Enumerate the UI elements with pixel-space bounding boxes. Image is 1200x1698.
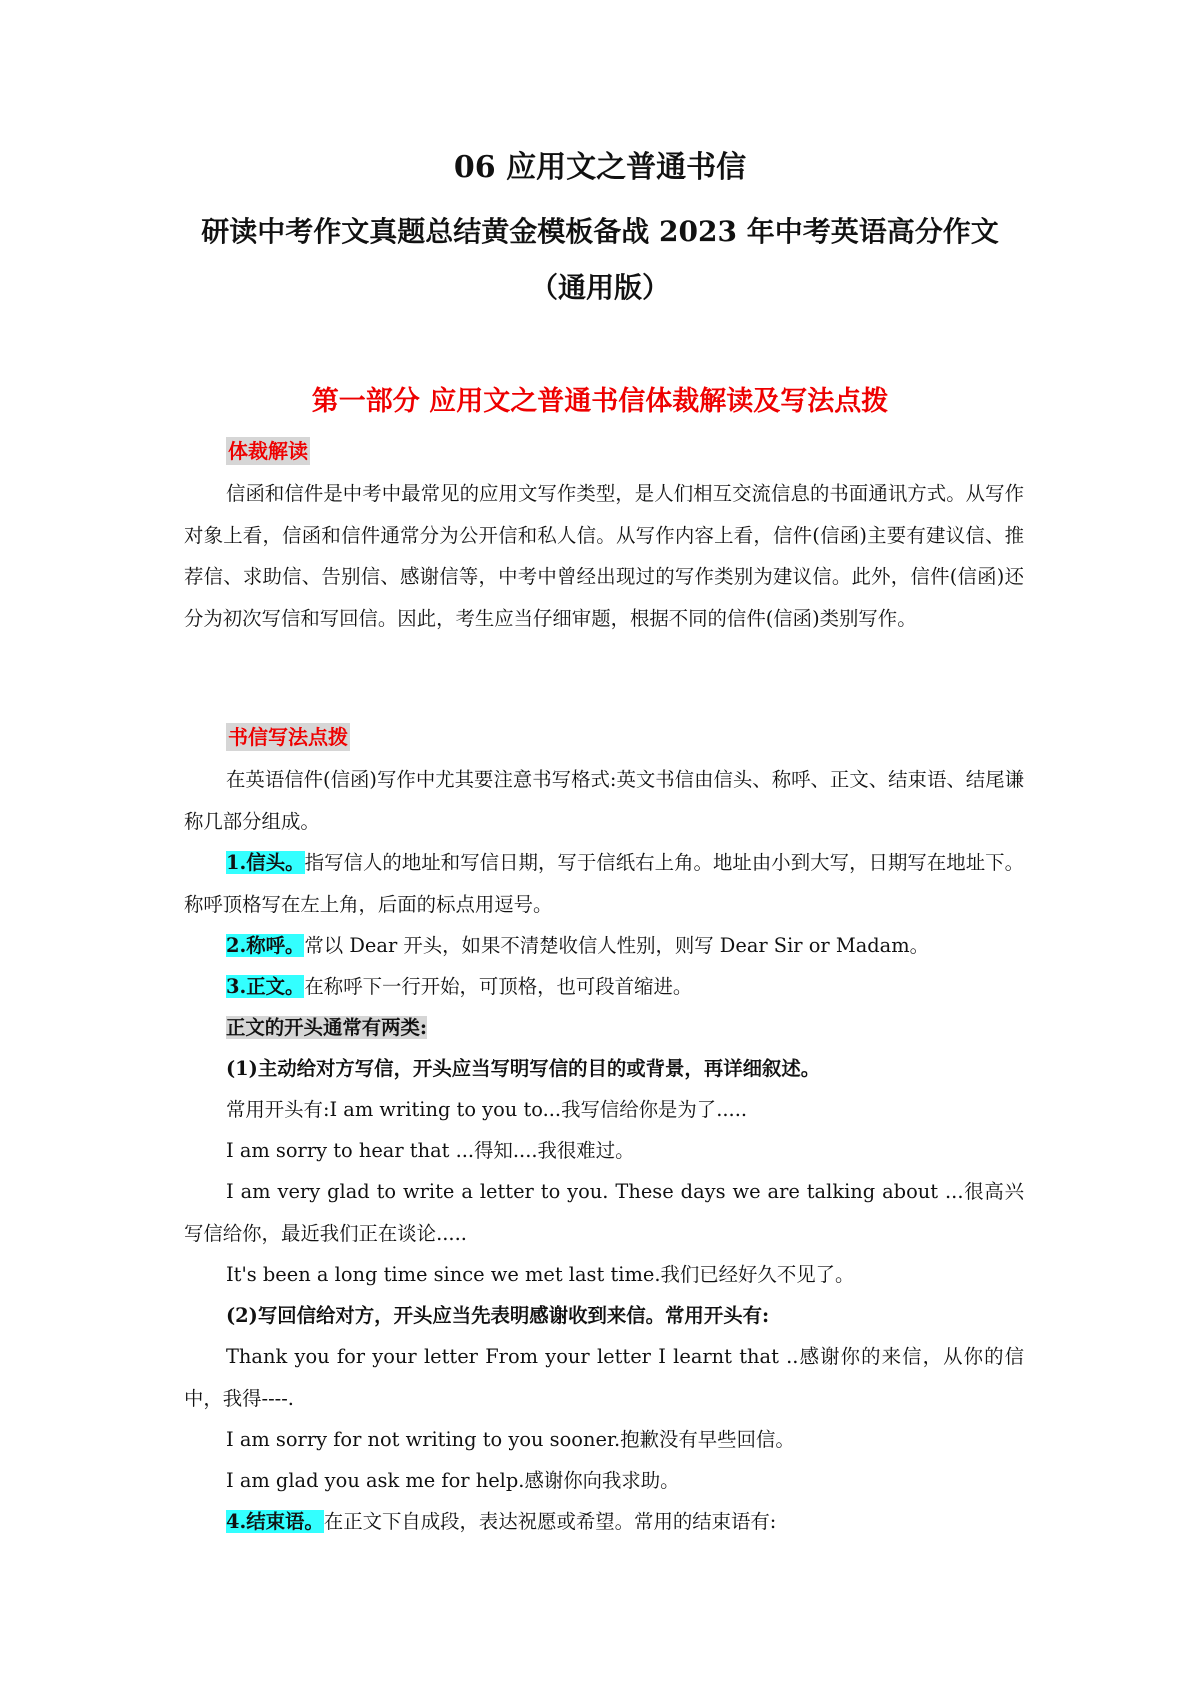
opening-types-line <box>184 1007 1024 1049</box>
section-label-writing-tips: 书信写法点拨 <box>228 725 348 749</box>
list-item-closing <box>184 1501 1024 1543</box>
item-label: 4.结束语。 <box>226 1510 324 1533</box>
list-item-body <box>184 966 1024 1008</box>
example-line: Thank you for your letter From your letter I learnt that ..感谢你的来信，从你的信中，我得----. <box>184 1345 1024 1410</box>
example-line: I am very glad to write a letter to you. These days we are talking about ...很高兴写信给你，最近我们正在谈论..... <box>184 1180 1024 1245</box>
writing-intro-paragraph: 在英语信件(信函)写作中尤其要注意书写格式:英文书信由信头、称呼、正文、结束语、结尾谦称几部分组成。 <box>184 768 1024 833</box>
example-line: I am sorry for not writing to you sooner.抱歉没有早些回信。 <box>226 1428 795 1451</box>
item-text: 在称呼下一行开始，可顶格，也可段首缩进。 <box>304 975 693 998</box>
section-label-genre: 体裁解读 <box>228 439 308 463</box>
document-subtitle: 研读中考作文真题总结黄金模板备战 2023 年中考英语高分作文 <box>201 215 999 248</box>
example-line: I am glad you ask me for help.感谢你向我求助。 <box>226 1469 680 1492</box>
item-text: 常以 Dear 开头，如果不清楚收信人性别，则写 Dear Sir or Madam。 <box>304 934 930 957</box>
example-line: 常用开头有:I am writing to you to...我写信给你是为了..... <box>226 1098 748 1121</box>
example-line: It's been a long time since we met last time.我们已经好久不见了。 <box>226 1263 855 1286</box>
item-label: 2.称呼。 <box>226 934 305 957</box>
list-item-letterhead <box>184 842 1024 925</box>
item-text: 在正文下自成段，表达祝愿或希望。常用的结束语有: <box>323 1510 777 1533</box>
subheading-reply-letter: (2)写回信给对方，开头应当先表明感谢收到来信。常用开头有: <box>226 1304 770 1327</box>
document-title: 06 应用文之普通书信 <box>453 150 747 185</box>
item-label: 3.正文。 <box>226 975 305 998</box>
part-heading: 第一部分 应用文之普通书信体裁解读及写法点拨 <box>311 386 889 417</box>
list-item-salutation <box>184 925 1024 967</box>
subheading-active-letter: (1)主动给对方写信，开头应当写明写信的目的或背景，再详细叙述。 <box>226 1057 821 1080</box>
item-label: 1.信头。 <box>226 851 305 874</box>
opening-types-label: 正文的开头通常有两类: <box>226 1016 428 1039</box>
document-edition: （通用版） <box>529 271 670 304</box>
item-text: 指写信人的地址和写信日期，写于信纸右上角。地址由小到大写，日期写在地址下。称呼顶格写在左上角，后面的标点用逗号。 <box>184 851 1025 916</box>
example-line: I am sorry to hear that ...得知....我很难过。 <box>226 1139 635 1162</box>
genre-paragraph: 信函和信件是中考中最常见的应用文写作类型，是人们相互交流信息的书面通讯方式。从写作对象上看，信函和信件通常分为公开信和私人信。从写作内容上看，信件(信函)主要有建议信、推荐信、求助信、告别信、感谢信等，中考中曾经出现过的写作类别为建议信。此外，信件(信函)还分为初次写信和写回信。因此，考生应当仔细审题，根据不同的信件(信函)类别写作。 <box>184 482 1024 630</box>
